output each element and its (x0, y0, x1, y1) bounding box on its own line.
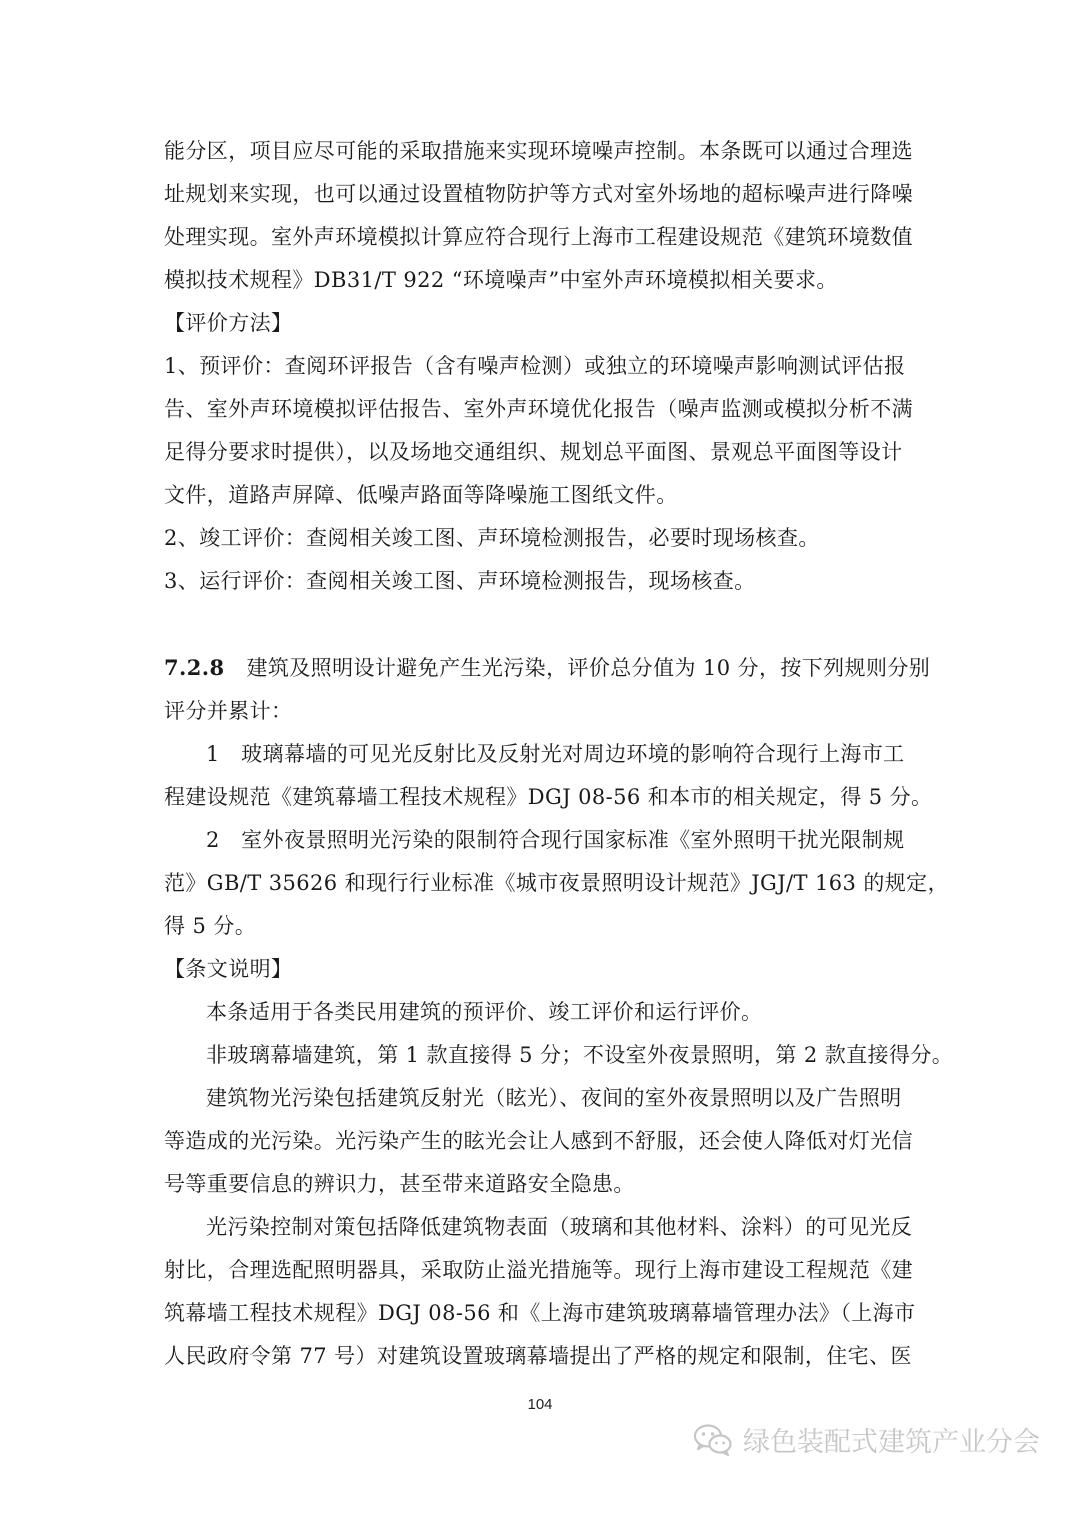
evaluation-item-line: 文件，道路声屏障、低噪声路面等降噪施工图纸文件。 (164, 483, 678, 507)
explanation-line: 建筑物光污染包括建筑反射光（眩光）、夜间的室外夜景照明以及广告照明 (206, 1086, 902, 1110)
explanation-line: 等造成的光污染。光污染产生的眩光会让人感到不舒服，还会使人降低对灯光信 (164, 1129, 913, 1153)
explanation-line: 射比，合理选配照明器具，采取防止溢光措施等。现行上海市建设工程规范《建 (164, 1258, 913, 1282)
explanation-line: 筑幕墙工程技术规程》DGJ 08-56 和《上海市建筑玻璃幕墙管理办法》（上海市 (164, 1301, 916, 1325)
evaluation-item-line: 2、竣工评价：查阅相关竣工图、声环境检测报告，必要时现场核查。 (164, 526, 820, 550)
clause-line: 评分并累计： (164, 699, 293, 723)
evaluation-item-line: 1、预评价：查阅环评报告（含有噪声检测）或独立的环境噪声影响测试评估报 (164, 354, 906, 378)
paragraph-line: 址规划来实现，也可以通过设置植物防护等方式对室外场地的超标噪声进行降噪 (164, 182, 913, 206)
explanation-line: 非玻璃幕墙建筑，第 1 款直接得 5 分；不设室外夜景照明，第 2 款直接得分。 (206, 1043, 954, 1067)
rule-line: 得 5 分。 (164, 914, 257, 938)
wechat-icon (693, 1423, 733, 1457)
watermark (693, 1420, 1040, 1459)
clause-text: 建筑及照明设计避免产生光污染，评价总分值为 10 分，按下列规则分别 (246, 656, 931, 680)
clause-line (164, 646, 931, 690)
explanation-heading: 【条文说明】 (164, 957, 293, 981)
evaluation-method-heading: 【评价方法】 (164, 311, 293, 335)
explanation-line: 号等重要信息的辨识力，甚至带来道路安全隐患。 (164, 1172, 635, 1196)
rule-line: 1 玻璃幕墙的可见光反射比及反射光对周边环境的影响符合现行上海市工 (206, 742, 905, 766)
paragraph-line: 能分区，项目应尽可能的采取措施来实现环境噪声控制。本条既可以通过合理选 (164, 139, 913, 163)
paragraph-line: 模拟技术规程》DB31/T 922 “环境噪声”中室外声环境模拟相关要求。 (164, 268, 838, 292)
evaluation-item-line: 告、室外声环境模拟评估报告、室外声环境优化报告（噪声监测或模拟分析不满 (164, 397, 913, 421)
clause-number: 7.2.8 (164, 655, 225, 680)
explanation-line: 光污染控制对策包括降低建筑物表面（玻璃和其他材料、涂料）的可见光反 (206, 1215, 913, 1239)
rule-line: 范》GB/T 35626 和现行行业标准《城市夜景照明设计规范》JGJ/T 163 的规定， (164, 871, 949, 895)
document-body (164, 130, 954, 1378)
watermark-text: 绿色装配式建筑产业分会 (743, 1427, 1040, 1458)
explanation-line: 本条适用于各类民用建筑的预评价、竣工评价和运行评价。 (206, 1000, 763, 1024)
evaluation-item-line: 3、运行评价：查阅相关竣工图、声环境检测报告，现场核查。 (164, 569, 756, 593)
page-number: 104 (527, 1396, 553, 1413)
rule-line: 2 室外夜景照明光污染的限制符合现行国家标准《室外照明干扰光限制规 (206, 828, 905, 852)
rule-line: 程建设规范《建筑幕墙工程技术规程》DGJ 08-56 和本市的相关规定，得 5 分。 (164, 785, 933, 809)
explanation-line: 人民政府令第 77 号）对建筑设置玻璃幕墙提出了严格的规定和限制，住宅、医 (164, 1344, 912, 1368)
paragraph-line: 处理实现。室外声环境模拟计算应符合现行上海市工程建设规范《建筑环境数值 (164, 225, 913, 249)
section-spacer (164, 603, 920, 646)
evaluation-item-line: 足得分要求时提供），以及场地交通组织、规划总平面图、景观总平面图等设计 (164, 440, 903, 464)
